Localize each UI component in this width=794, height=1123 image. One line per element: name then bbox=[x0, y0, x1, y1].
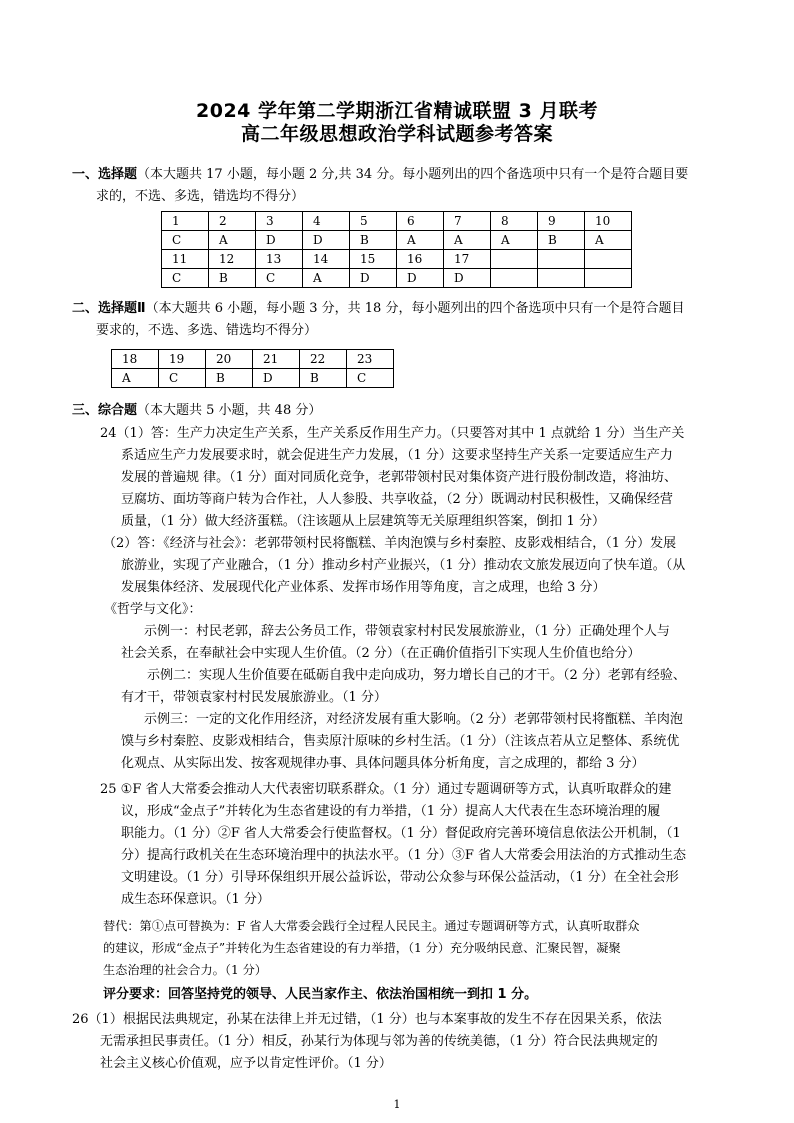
table-cell: B bbox=[300, 369, 347, 388]
table-cell: 10 bbox=[585, 212, 632, 231]
answer-table-2 bbox=[111, 349, 394, 388]
answer-text-line: 24（1）答：生产力决定生产关系，生产关系反作用生产力。（只要答对其中 1 点就给 1 分）当生产关 bbox=[100, 426, 685, 441]
table-row bbox=[162, 250, 632, 269]
table-row bbox=[162, 212, 632, 231]
answer-text-line: 示例二：实现人生价值要在砥砺自我中走向成功，努力增长自己的才干。（2 分）老郭有经验、 bbox=[147, 668, 686, 683]
table-cell bbox=[585, 250, 632, 269]
table-cell: 12 bbox=[209, 250, 256, 269]
answer-text-line: 社会主义核心价值观，应予以肯定性评价。（1 分） bbox=[100, 1056, 392, 1071]
section1-desc-line1: （本大题共 17 小题，每小题 2 分,共 34 分。每小题列出的四个备选项中只有一个是符合题目要 bbox=[137, 167, 689, 182]
answer-text-line: 豆腐坊、面坊等商户转为合作社，人人参股、共享收益，（2 分）既调动村民积极性，又确保经营 bbox=[121, 492, 673, 507]
table-cell: D bbox=[253, 369, 300, 388]
table-cell: B bbox=[350, 231, 397, 250]
table-cell: A bbox=[397, 231, 444, 250]
answer-text-line: 议，形成“金点子”并转化为生态省建设的有力举措，（1 分）提高人大代表在生态环境治理的履 bbox=[121, 804, 661, 819]
section2-line1 bbox=[72, 298, 684, 320]
table-cell: D bbox=[397, 269, 444, 288]
table-cell bbox=[538, 269, 585, 288]
answer-text-line: 发展集体经济、发展现代化产业体系、发挥市场作用等角度，言之成理，也给 3 分） bbox=[121, 580, 606, 595]
answer-table-1 bbox=[161, 211, 632, 288]
table-cell: 9 bbox=[538, 212, 585, 231]
table-cell: B bbox=[209, 269, 256, 288]
answer-text-line: 无需承担民事责任。（1 分）相反，孙某行为体现与邻为善的传统美德，（1 分）符合民法典规定的 bbox=[100, 1034, 658, 1049]
answer-text-line: 系适应生产力发展要求时，就会促进生产力发展，（1 分）这要求坚持生产关系一定要适应生产力 bbox=[121, 448, 673, 463]
answer-text-line: 成生态环保意识。（1 分） bbox=[121, 892, 270, 907]
table-row bbox=[162, 269, 632, 288]
table-cell: 16 bbox=[397, 250, 444, 269]
answer-text-line: 有才干，带领袁家村村民发展旅游业。（1 分） bbox=[121, 690, 387, 705]
answer-text-line: 的建议，形成“金点子”并转化为生态省建设的有力举措，（1 分）充分吸纳民意、汇聚民智，凝聚 bbox=[103, 941, 621, 955]
table-cell: 4 bbox=[303, 212, 350, 231]
table-row bbox=[162, 231, 632, 250]
table-cell: 13 bbox=[256, 250, 303, 269]
table-cell: 11 bbox=[162, 250, 209, 269]
answer-text-line: 职能力。（1 分）②F 省人大常委会行使监督权。（1 分）督促政府完善环境信息依法公开机制，（1 bbox=[121, 826, 681, 841]
table-cell: 17 bbox=[444, 250, 491, 269]
answer-text-line: 评分要求：回答坚持党的领导、人民当家作主、依法治国相统一到扣 1 分。 bbox=[103, 987, 538, 1002]
table-cell: C bbox=[162, 231, 209, 250]
table-cell: 18 bbox=[112, 350, 159, 369]
section3-line bbox=[72, 400, 321, 422]
table-cell: A bbox=[303, 269, 350, 288]
section1-line1 bbox=[72, 164, 688, 186]
table-cell bbox=[491, 250, 538, 269]
table-cell: 1 bbox=[162, 212, 209, 231]
table-cell: 6 bbox=[397, 212, 444, 231]
answer-text-line: 化观点、从实际出发、按客观规律办事、具体问题具体分析角度，言之成理的，都给 3 分） bbox=[121, 756, 645, 771]
table-cell: C bbox=[347, 369, 394, 388]
table-cell bbox=[585, 269, 632, 288]
table-cell: 5 bbox=[350, 212, 397, 231]
section1-heading: 一、选择题 bbox=[72, 167, 138, 182]
table-row bbox=[112, 369, 394, 388]
answer-text-line: 替代：第①点可替换为：F 省人大常委会践行全过程人民民主。通过专题调研等方式，认真听取群众 bbox=[103, 919, 640, 933]
answer-text-line: 25 ①F 省人大常委会推动人大代表密切联系群众。（1 分）通过专题调研等方式，认真听取群众的建 bbox=[100, 782, 672, 797]
section2-desc-line2: 要求的，不选、多选、错选均不得分） bbox=[96, 323, 318, 338]
table-cell: C bbox=[159, 369, 206, 388]
page-number: 1 bbox=[393, 1098, 401, 1111]
answer-text-line: 《哲学与文化》： bbox=[104, 602, 202, 617]
answer-text-line: 示例一：村民老郭，辞去公务员工作，带领袁家村村民发展旅游业，（1 分）正确处理个人与 bbox=[144, 624, 670, 639]
table-cell: 15 bbox=[350, 250, 397, 269]
table-cell: 2 bbox=[209, 212, 256, 231]
section1-desc-line2: 求的，不选、多选，错选均不得分） bbox=[96, 189, 305, 204]
answer-text-line: 文明建设。（1 分）引导环保组织开展公益诉讼，带动公众参与环保公益活动，（1 分）在全社会形 bbox=[121, 870, 679, 885]
table-cell bbox=[491, 269, 538, 288]
section2-heading: 二、选择题Ⅱ bbox=[72, 301, 146, 316]
section3-heading: 三、综合题 bbox=[72, 403, 138, 418]
table-cell: 19 bbox=[159, 350, 206, 369]
section2-desc-line1: （本大题共 6 小题，每小题 3 分，共 18 分，每小题列出的四个备选项中只有一个是符合题目 bbox=[145, 301, 685, 316]
table-cell: B bbox=[206, 369, 253, 388]
table-cell: 20 bbox=[206, 350, 253, 369]
table-cell: A bbox=[444, 231, 491, 250]
section3-desc: （本大题共 5 小题，共 48 分） bbox=[137, 403, 322, 418]
table-cell: D bbox=[303, 231, 350, 250]
title-line2: 高二年级思想政治学科试题参考答案 bbox=[240, 123, 553, 145]
table-cell bbox=[538, 250, 585, 269]
table-cell: A bbox=[585, 231, 632, 250]
table-cell: D bbox=[350, 269, 397, 288]
table-cell: A bbox=[491, 231, 538, 250]
answer-text-line: 馍与乡村秦腔、皮影戏相结合，售卖原汁原味的乡村生活。（1 分）（注该点若从立足整体、系统优 bbox=[121, 734, 680, 749]
answer-text-line: 示例三：一定的文化作用经济，对经济发展有重大影响。（2 分）老郭带领村民将甑糕、羊肉泡 bbox=[144, 712, 683, 727]
table-cell: 23 bbox=[347, 350, 394, 369]
table-cell: 7 bbox=[444, 212, 491, 231]
answer-text-line: 质量，（1 分）做大经济蛋糕。（注该题从上层建筑等无关原理组织答案，倒扣 1 分） bbox=[121, 514, 605, 529]
table-cell: 22 bbox=[300, 350, 347, 369]
table-cell: 8 bbox=[491, 212, 538, 231]
table-cell: 21 bbox=[253, 350, 300, 369]
table-row bbox=[112, 350, 394, 369]
answer-text-line: 26（1）根据民法典规定，孙某在法律上并无过错，（1 分）也与本案事故的发生不存在因果关系，依法 bbox=[72, 1012, 662, 1027]
answer-text-line: 发展的普遍规 律。（1 分）面对同质化竞争，老郭带领村民对集体资产进行股份制改造，将油坊、 bbox=[121, 470, 678, 485]
table-cell: C bbox=[256, 269, 303, 288]
table-cell: A bbox=[112, 369, 159, 388]
answer-text-line: 生态治理的社会合力。（1 分） bbox=[103, 963, 267, 977]
table-cell: A bbox=[209, 231, 256, 250]
table-cell: 14 bbox=[303, 250, 350, 269]
title-line1: 2024 学年第二学期浙江省精诚联盟 3 月联考 bbox=[196, 100, 598, 122]
table-cell: D bbox=[444, 269, 491, 288]
answer-text-line: （2）答：《经济与社会》：老郭带领村民将甑糕、羊肉泡馍与乡村秦腔、皮影戏相结合，（1 分）发展 bbox=[103, 536, 677, 551]
table-cell: C bbox=[162, 269, 209, 288]
answer-text-line: 社会关系，在奉献社会中实现人生价值。（2 分）（在正确价值指引下实现人生价值也给分） bbox=[121, 646, 641, 661]
table-cell: D bbox=[256, 231, 303, 250]
table-cell: 3 bbox=[256, 212, 303, 231]
table-cell: B bbox=[538, 231, 585, 250]
answer-text-line: 旅游业，实现了产业融合，（1 分）推动乡村产业振兴，（1 分）推动农文旅发展迈向了快车道。（从 bbox=[121, 558, 686, 573]
answer-text-line: 分）提高行政机关在生态环境治理中的执法水平。（1 分）③F 省人大常委会用法治的方式推动生态 bbox=[121, 848, 687, 863]
